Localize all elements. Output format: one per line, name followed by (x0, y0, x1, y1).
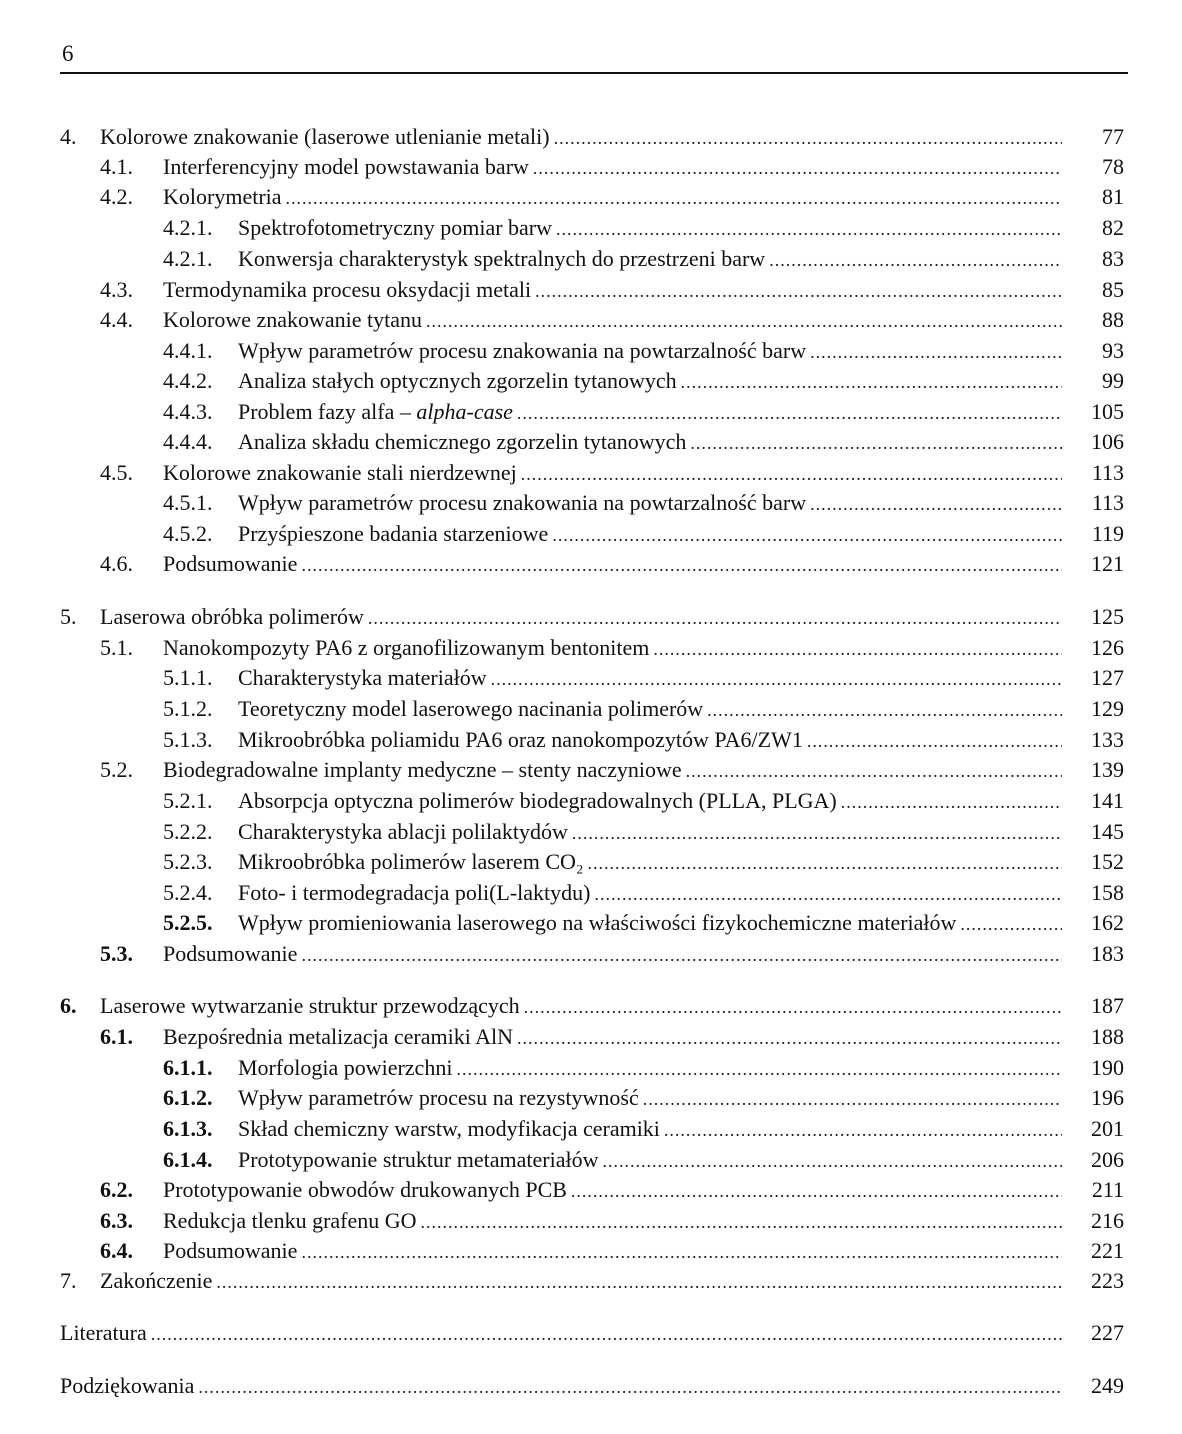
toc-entry-page: 99 (1102, 368, 1124, 393)
dot-leader (517, 1023, 1062, 1053)
toc-entry-page: 201 (1091, 1116, 1124, 1141)
toc-entry (0, 1206, 1182, 1236)
toc-entry (0, 633, 1182, 663)
toc-entry-number: 4.4.1. (163, 338, 213, 363)
toc-entry-title: Kolorowe znakowanie tytanu (163, 307, 423, 332)
toc-entry-title: Charakterystyka ablacji polilaktydów (238, 819, 568, 844)
toc-entry-page: 119 (1091, 521, 1124, 546)
toc-entry-title: Charakterystyka materiałów (238, 665, 487, 690)
toc-entry (0, 1145, 1182, 1175)
toc-entry (0, 336, 1182, 366)
toc-entry-page: 88 (1102, 307, 1124, 332)
dot-leader (664, 1115, 1062, 1145)
dot-leader (653, 634, 1062, 664)
toc-entry-page: 81 (1102, 184, 1124, 209)
toc-entry-number: 6.1.4. (163, 1147, 213, 1172)
toc-entry-page: 106 (1091, 429, 1124, 454)
toc-entry-page: 82 (1102, 215, 1124, 240)
toc-entry-number: 7. (60, 1268, 77, 1293)
toc-entry-number: 4.5.2. (163, 521, 213, 546)
dot-leader (810, 337, 1062, 367)
toc-entry-title: Foto- i termodegradacja poli(L-laktydu) (238, 880, 591, 905)
toc-entry-number: 4.5.1. (163, 490, 213, 515)
dot-leader (151, 1319, 1062, 1349)
toc-entry-title: Nanokompozyty PA6 z organofilizowanym bentonitem (163, 635, 650, 660)
toc-entry (0, 1022, 1182, 1052)
toc-entry (0, 122, 1182, 152)
toc-entry-number: 5.2. (100, 757, 133, 782)
toc-entry-number: 5.2.1. (163, 788, 213, 813)
toc-entry-title-italic: alpha-case (416, 399, 513, 424)
toc-entry-title: Skład chemiczny warstw, modyfikacja ceramiki (238, 1116, 660, 1141)
toc-entry-number: 4. (60, 124, 77, 149)
toc-entry-page: 126 (1091, 635, 1124, 660)
toc-entry-page: 113 (1091, 460, 1124, 485)
toc-entry-title: Prototypowanie obwodów drukowanych PCB (163, 1177, 567, 1202)
toc-entry (0, 458, 1182, 488)
dot-leader (524, 992, 1062, 1022)
dot-leader (602, 1146, 1062, 1176)
toc-entry-number: 4.4.4. (163, 429, 213, 454)
toc-entry-number: 4.6. (100, 551, 133, 576)
toc-entry (0, 244, 1182, 274)
toc-entry-number: 4.2.1. (163, 246, 213, 271)
toc-entry-page: 145 (1091, 819, 1124, 844)
toc-entry (0, 817, 1182, 847)
toc-entry-page: 227 (1091, 1320, 1124, 1345)
toc-entry-page: 249 (1091, 1373, 1124, 1398)
toc-entry-page: 211 (1091, 1177, 1124, 1202)
toc-entry (0, 725, 1182, 755)
dot-leader (368, 603, 1062, 633)
dot-leader (556, 214, 1062, 244)
toc-entry (0, 694, 1182, 724)
toc-entry-number: 5.2.3. (163, 849, 213, 874)
toc-entry-title: Termodynamika procesu oksydacji metali (163, 277, 532, 302)
toc-entry (0, 427, 1182, 457)
dot-leader (681, 367, 1062, 397)
dot-leader (841, 787, 1062, 817)
toc-entry-number: 6.3. (100, 1208, 133, 1233)
toc-entry-title: Problem fazy alfa – (238, 399, 417, 424)
toc-entry-number: 6.1. (100, 1024, 133, 1049)
dot-leader (301, 940, 1062, 970)
toc-entry-page: 93 (1102, 338, 1124, 363)
toc-entry-number: 5.2.5. (163, 910, 213, 935)
toc-entry (0, 786, 1182, 816)
toc-entry-page: 129 (1091, 696, 1124, 721)
toc-entry (0, 847, 1182, 877)
toc-entry-number: 4.4. (100, 307, 133, 332)
toc-entry-title: Kolorowe znakowanie (laserowe utlenianie metali) (100, 124, 550, 149)
toc-entry (0, 519, 1182, 549)
toc-entry-title: Konwersja charakterystyk spektralnych do przestrzeni barw (238, 246, 766, 271)
toc-entry (0, 1114, 1182, 1144)
toc-entry-page: 162 (1091, 910, 1124, 935)
toc-entry-number: 5. (60, 604, 77, 629)
toc-entry (0, 1083, 1182, 1113)
dot-leader (690, 428, 1062, 458)
dot-leader (686, 756, 1062, 786)
toc-entry-title: Literatura (60, 1320, 147, 1345)
dot-leader (552, 520, 1062, 550)
toc-entry-number: 4.4.3. (163, 399, 213, 424)
toc-entry (0, 275, 1182, 305)
toc-entry-number: 5.3. (100, 941, 133, 966)
page-number: 6 (62, 41, 74, 66)
toc-entry-page: 216 (1091, 1208, 1124, 1233)
toc-entry (0, 1236, 1182, 1266)
toc-entry-number: 4.4.2. (163, 368, 213, 393)
toc-entry-page: 77 (1102, 124, 1124, 149)
toc-entry-number: 6.2. (100, 1177, 133, 1202)
toc-entry-number: 5.2.2. (163, 819, 213, 844)
dot-leader (595, 879, 1063, 909)
toc-entry-title: Spektrofotometryczny pomiar barw (238, 215, 553, 240)
dot-leader (769, 245, 1062, 275)
dot-leader (554, 123, 1062, 153)
dot-leader (517, 398, 1062, 428)
toc-entry-title: Laserowe wytwarzanie struktur przewodzących (100, 993, 520, 1018)
toc-entry-title: Biodegradowalne implanty medyczne – stenty naczyniowe (163, 757, 682, 782)
toc-entry-title: Podziękowania (60, 1373, 195, 1398)
toc-entry-number: 6.1.1. (163, 1055, 213, 1080)
toc-entry-number: 5.1.2. (163, 696, 213, 721)
toc-entry-number: 4.5. (100, 460, 133, 485)
toc-entry-number: 4.3. (100, 277, 133, 302)
toc-entry (0, 878, 1182, 908)
toc-entry-number: 4.1. (100, 154, 133, 179)
dot-leader (521, 459, 1062, 489)
toc-entry-page: 78 (1102, 154, 1124, 179)
toc-entry-page: 83 (1102, 246, 1124, 271)
toc-entry-page: 158 (1091, 880, 1124, 905)
toc-entry (0, 1371, 1182, 1401)
toc-entry-page: 85 (1102, 277, 1124, 302)
toc-entry-page: 183 (1091, 941, 1124, 966)
dot-leader (588, 848, 1062, 878)
dot-leader (707, 695, 1062, 725)
toc-entry-title: Redukcja tlenku grafenu GO (163, 1208, 417, 1233)
toc-entry-page: 139 (1091, 757, 1124, 782)
toc-entry-number: 5.1. (100, 635, 133, 660)
toc-entry (0, 397, 1182, 427)
toc-entry-page: 187 (1091, 993, 1124, 1018)
toc-entry-number: 4.2. (100, 184, 133, 209)
dot-leader (535, 276, 1062, 306)
toc-entry-title: Mikroobróbka poliamidu PA6 oraz nanokompozytów PA6/ZW1 (238, 727, 803, 752)
toc-entry-title: Interferencyjny model powstawania barw (163, 154, 529, 179)
toc-entry (0, 663, 1182, 693)
toc-entry-title: Kolorymetria (163, 184, 282, 209)
toc-entry-page: 125 (1091, 604, 1124, 629)
toc-entry (0, 1175, 1182, 1205)
dot-leader (491, 664, 1062, 694)
dot-leader (286, 183, 1062, 213)
toc-entry-title: Mikroobróbka polimerów laserem CO₂ (238, 849, 584, 874)
toc-entry-title: Kolorowe znakowanie stali nierdzewnej (163, 460, 517, 485)
toc-entry-page: 221 (1091, 1238, 1124, 1263)
dot-leader (571, 1176, 1062, 1206)
toc-entry (0, 755, 1182, 785)
dot-leader (301, 1237, 1062, 1267)
toc-entry (0, 488, 1182, 518)
header-rule (60, 72, 1128, 74)
toc-entry-title: Podsumowanie (163, 1238, 298, 1263)
toc-entry (0, 1266, 1182, 1296)
toc-entry-page: 188 (1091, 1024, 1124, 1049)
toc-entry-number: 6.4. (100, 1238, 133, 1263)
toc-entry-title: Wpływ parametrów procesu znakowania na powtarzalność barw (238, 490, 807, 515)
dot-leader (421, 1207, 1062, 1237)
toc-entry-page: 206 (1091, 1147, 1124, 1172)
toc-entry-number: 6. (60, 993, 77, 1018)
toc-entry-page: 196 (1091, 1085, 1124, 1110)
dot-leader (960, 909, 1062, 939)
toc-entry-title: Laserowa obróbka polimerów (100, 604, 364, 629)
dot-leader (807, 726, 1062, 756)
toc-entry (0, 549, 1182, 579)
toc-entry (0, 213, 1182, 243)
toc-entry-page: 113 (1091, 490, 1124, 515)
toc-entry-page: 152 (1091, 849, 1124, 874)
toc-entry-title: Absorpcja optyczna polimerów biodegradowalnych (PLLA, PLGA) (238, 788, 837, 813)
toc-entry-title: Bezpośrednia metalizacja ceramiki AlN (163, 1024, 514, 1049)
dot-leader (426, 306, 1062, 336)
toc-entry-number: 5.1.3. (163, 727, 213, 752)
toc-entry-title: Analiza składu chemicznego zgorzelin tytanowych (238, 429, 687, 454)
toc-entry (0, 1053, 1182, 1083)
toc-entry-page: 127 (1091, 665, 1124, 690)
toc-entry (0, 602, 1182, 632)
toc-entry-title: Wpływ promieniowania laserowego na właściwości fizykochemiczne materiałów (238, 910, 957, 935)
dot-leader (572, 818, 1062, 848)
toc-entry-number: 6.1.2. (163, 1085, 213, 1110)
toc-entry-number: 5.2.4. (163, 880, 213, 905)
toc-entry (0, 366, 1182, 396)
toc-entry (0, 152, 1182, 182)
toc-entry-page: 223 (1091, 1268, 1124, 1293)
toc-entry-title: Wpływ parametrów procesu na rezystywność (238, 1085, 639, 1110)
dot-leader (198, 1372, 1062, 1402)
toc-entry-page: 133 (1091, 727, 1124, 752)
toc-entry (0, 1318, 1182, 1348)
toc-entry-page: 141 (1091, 788, 1124, 813)
toc-entry (0, 182, 1182, 212)
dot-leader (533, 153, 1062, 183)
toc-entry-title: Przyśpieszone badania starzeniowe (238, 521, 549, 546)
toc-entry (0, 939, 1182, 969)
toc-entry-number: 5.1.1. (163, 665, 213, 690)
toc-entry-title: Podsumowanie (163, 551, 298, 576)
toc-entry-title: Wpływ parametrów procesu znakowania na powtarzalność barw (238, 338, 807, 363)
toc-entry-title: Zakończenie (100, 1268, 213, 1293)
toc-entry-number: 6.1.3. (163, 1116, 213, 1141)
toc-entry (0, 991, 1182, 1021)
toc-entry-title: Podsumowanie (163, 941, 298, 966)
toc-entry-page: 121 (1091, 551, 1124, 576)
dot-leader (301, 550, 1062, 580)
toc-entry (0, 908, 1182, 938)
dot-leader (810, 489, 1062, 519)
toc-entry-page: 190 (1091, 1055, 1124, 1080)
dot-leader (643, 1084, 1062, 1114)
dot-leader (216, 1267, 1062, 1297)
toc-entry (0, 305, 1182, 335)
dot-leader (456, 1054, 1062, 1084)
toc-entry-title: Analiza stałych optycznych zgorzelin tytanowych (238, 368, 677, 393)
toc-entry-page: 105 (1091, 399, 1124, 424)
toc-entry-title: Prototypowanie struktur metamateriałów (238, 1147, 599, 1172)
toc-entry-title: Morfologia powierzchni (238, 1055, 453, 1080)
toc-entry-title: Teoretyczny model laserowego nacinania polimerów (238, 696, 704, 721)
toc-entry-number: 4.2.1. (163, 215, 213, 240)
